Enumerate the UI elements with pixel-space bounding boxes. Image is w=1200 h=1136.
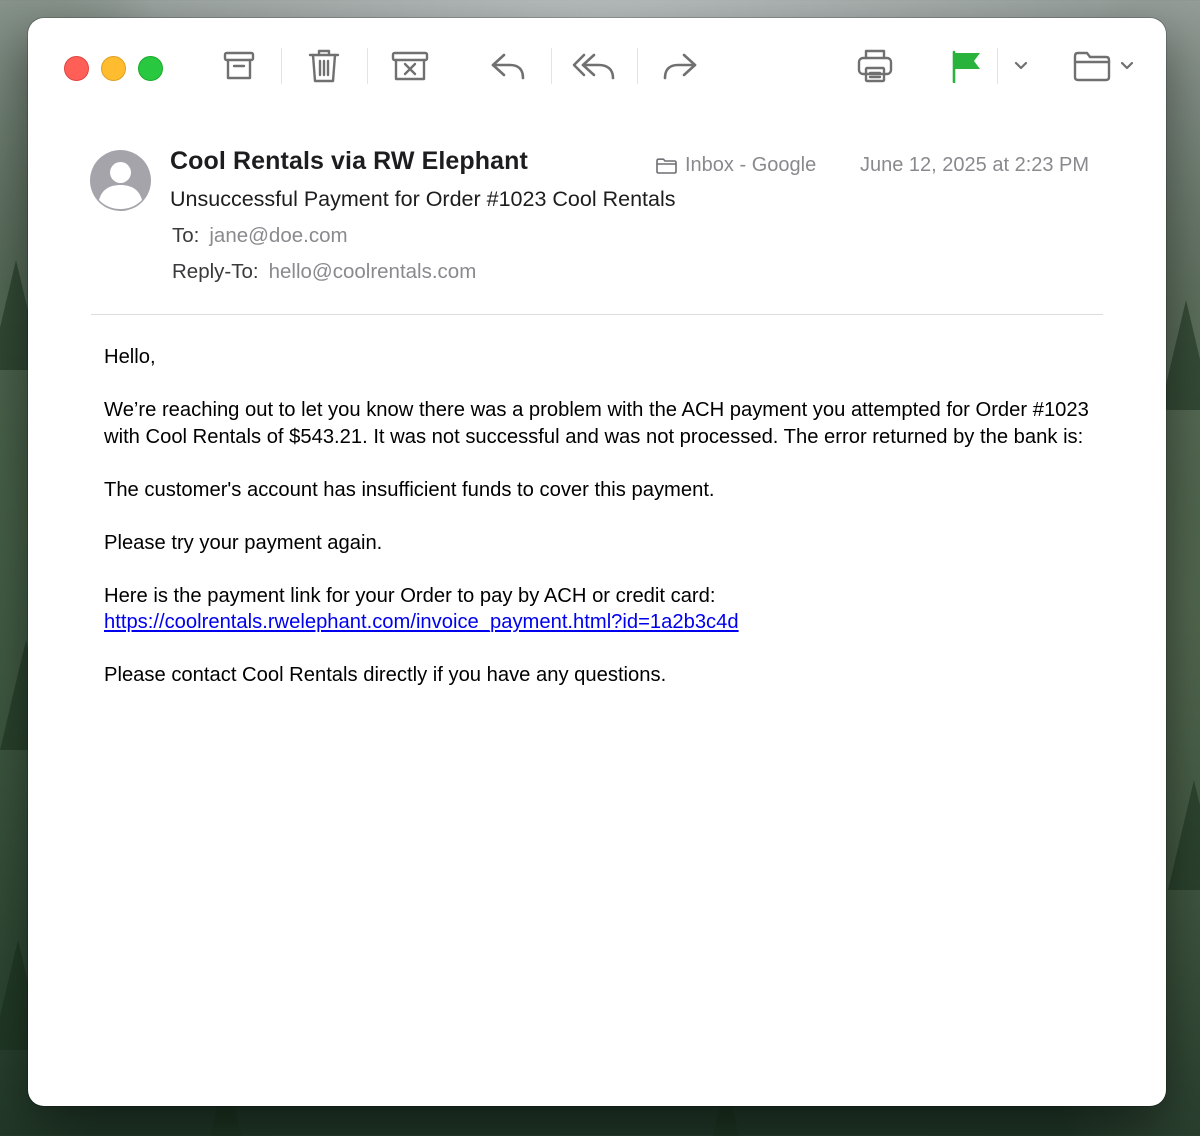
greeting: Hello, bbox=[104, 346, 156, 368]
to-address[interactable]: jane@doe.com bbox=[209, 224, 348, 247]
print-button[interactable] bbox=[855, 46, 895, 86]
error-message: The customer's account has insufficient funds to cover this payment. bbox=[104, 478, 715, 501]
archive-button[interactable] bbox=[218, 46, 260, 86]
message-subject: Unsuccessful Payment for Order #1023 Cool Rentals bbox=[170, 187, 676, 211]
toolbar bbox=[28, 18, 1166, 114]
header-divider bbox=[91, 314, 1103, 315]
toolbar-separator bbox=[367, 48, 368, 84]
mail-window bbox=[28, 18, 1166, 1106]
close-window-button[interactable] bbox=[64, 56, 89, 81]
person-icon bbox=[90, 150, 151, 211]
chevron-down-icon bbox=[1120, 61, 1134, 71]
junk-icon bbox=[391, 49, 429, 83]
forward-button[interactable] bbox=[660, 46, 700, 86]
toolbar-separator bbox=[997, 48, 998, 84]
reply-all-icon bbox=[572, 50, 616, 82]
sender-avatar bbox=[90, 150, 151, 211]
folder-icon bbox=[1073, 50, 1111, 82]
mailbox-label bbox=[656, 154, 816, 177]
move-button[interactable] bbox=[1072, 46, 1112, 86]
reply-to-address[interactable]: hello@coolrentals.com bbox=[268, 260, 477, 283]
chevron-down-icon bbox=[1014, 61, 1028, 71]
forward-icon bbox=[662, 50, 698, 82]
retry-message: Please try your payment again. bbox=[104, 531, 383, 554]
payment-link-paragraph bbox=[104, 583, 1114, 636]
printer-icon bbox=[857, 48, 893, 84]
flag-menu-button[interactable] bbox=[1010, 46, 1032, 86]
body-paragraph: We’re reaching out to let you know there was a problem with the ACH payment you attempted for Order #1023 with Cool Rentals of $543.21. It was not successful and was not processed. The error returned by the bank is: bbox=[104, 399, 1089, 448]
delete-button[interactable] bbox=[303, 46, 345, 86]
trash-icon bbox=[307, 48, 341, 84]
message-body bbox=[104, 344, 1114, 715]
move-menu-button[interactable] bbox=[1116, 46, 1138, 86]
reply-to-row bbox=[172, 260, 476, 284]
folder-icon bbox=[656, 158, 677, 174]
reply-to-label: Reply-To: bbox=[172, 260, 259, 283]
mailbox-name: Inbox - Google bbox=[685, 154, 817, 176]
reply-button[interactable] bbox=[488, 46, 528, 86]
payment-link[interactable]: https://coolrentals.rwelephant.com/invoice_payment.html?id=1a2b3c4d bbox=[104, 611, 739, 633]
toolbar-separator bbox=[551, 48, 552, 84]
archive-icon bbox=[222, 49, 256, 83]
minimize-window-button[interactable] bbox=[101, 56, 126, 81]
message-date: June 12, 2025 at 2:23 PM bbox=[860, 154, 1090, 176]
toolbar-separator bbox=[637, 48, 638, 84]
junk-button[interactable] bbox=[388, 46, 432, 86]
reply-all-button[interactable] bbox=[571, 46, 617, 86]
to-row bbox=[172, 224, 348, 248]
flag-button[interactable] bbox=[946, 46, 986, 86]
sender-name[interactable]: Cool Rentals via RW Elephant bbox=[170, 147, 528, 175]
reply-icon bbox=[490, 50, 526, 82]
zoom-window-button[interactable] bbox=[138, 56, 163, 81]
toolbar-separator bbox=[281, 48, 282, 84]
closing-message: Please contact Cool Rentals directly if you have any questions. bbox=[104, 664, 667, 686]
flag-icon bbox=[950, 49, 982, 83]
to-label: To: bbox=[172, 224, 200, 247]
payment-link-intro: Here is the payment link for your Order to pay by ACH or credit card: bbox=[104, 584, 716, 607]
